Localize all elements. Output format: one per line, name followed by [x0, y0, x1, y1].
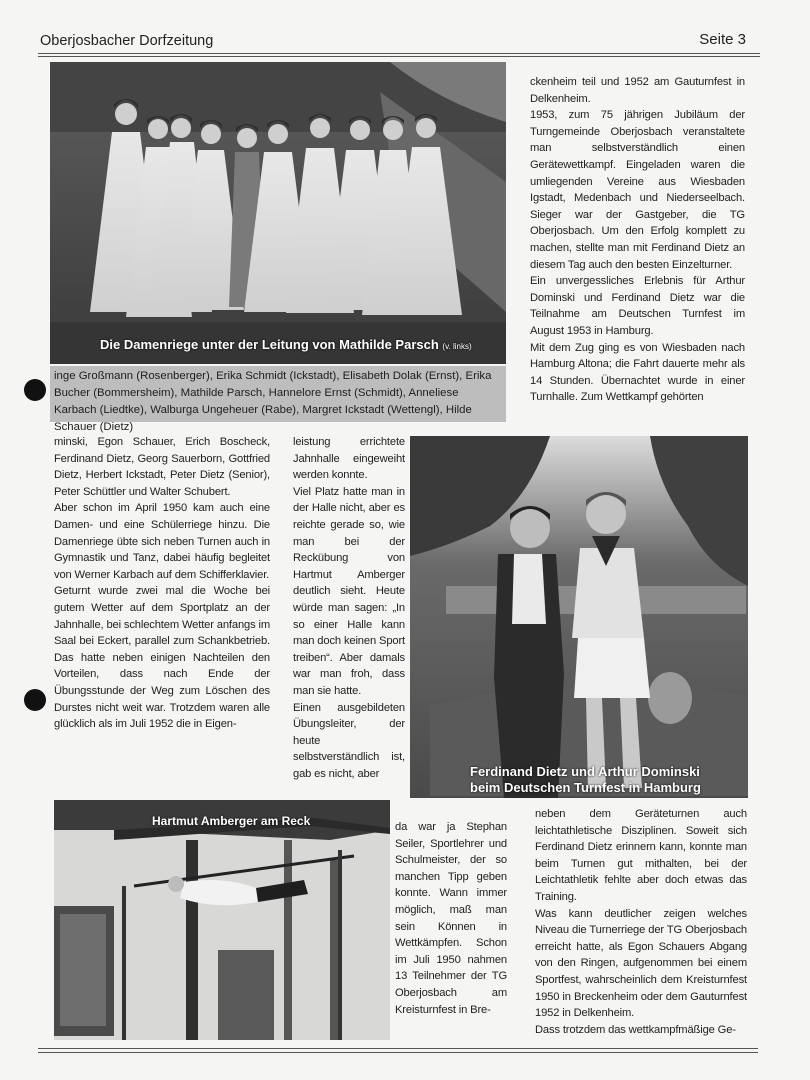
- paragraph: Geturnt wurde zwei mal die Woche bei gutem Wetter auf dem Sportplatz an der Jahnhalle, bei schlechtem Wetter anfangs im Saal bei Eckert, parallel zum Schankbetrieb. Das hatte neben einigen Nachteilen den Vorteilen, dass nach Ende der Übungsstunde der Weg zum Löschen des Durstes nicht weit war. Trotzdem waren alle glücklich als im Juli 1952 die in Eigen-: [54, 585, 270, 731]
- article-column-right-bottom: [535, 806, 747, 1038]
- header-rule-2: [38, 56, 760, 57]
- photo-amberger-reck: [54, 800, 390, 1040]
- paragraph: neben dem Geräteturnen auch leichtathletische Disziplinen. Soweit sich Ferdinand Dietz erinnern kann, konnte man beim Turnen gut mithalten, bei der Leichtathletik fehlte aber doch etwas das Training.: [535, 808, 747, 903]
- punch-hole-mark: [24, 689, 46, 711]
- paragraph: Viel Platz hatte man in der Halle nicht, aber es reichte gerade so, wie man bei der Reckübung von Hartmut Amberger deutlich sieht. Heute würde man sagen: „In so einer Halle kann man doch keinen Sport treiben“. Aber damals war man froh, dass man sie hatte.: [293, 485, 405, 697]
- caption-main: Die Damenriege unter der Leitung von Mathilde Parsch: [100, 337, 439, 352]
- punch-hole-mark: [24, 379, 46, 401]
- paragraph: da war ja Stephan Seiler, Sportlehrer und Schulmeister, der so manchen Tipp geben konnte. Wann immer möglich, maß man sein Können in Wettkämpfen. Schon im Juli 1950 nahmen 13 Teilnehmer der TG Oberjosbach am Kreisturnfest in Bre-: [395, 821, 507, 1016]
- paragraph: minski, Egon Schauer, Erich Boscheck, Ferdinand Dietz, Georg Sauerborn, Gottfried Dietz, Herbert Ickstadt, Peter Dietz (Senior), Peter Schüttler und Walter Schubert.: [54, 436, 270, 498]
- article-column-right-top: [530, 74, 745, 406]
- article-column-center: [293, 434, 405, 782]
- photo-damenriege-caption: [100, 337, 472, 352]
- page-number: Seite 3: [699, 31, 746, 48]
- paragraph: Mit dem Zug ging es von Wiesbaden nach Hamburg Altona; die Fahrt dauerte mehr als 14 Stunden. Übernachtet wurde in einer Turnhalle. Zum Wettkampf gehörten: [530, 341, 745, 404]
- footer-rule: [38, 1048, 758, 1049]
- photo-dietz-dominski-caption: [470, 764, 701, 796]
- paragraph: leistung errichtete Jahnhalle eingeweiht werden konnte.: [293, 436, 405, 482]
- footer-rule-2: [38, 1052, 758, 1053]
- paragraph: Aber schon im April 1950 kam auch eine Damen- und eine Schülerriege hinzu. Die Damenriege übte sich neben Turnen auch in Gymnastik und Tanz, dabei häufig begleitet von Werner Karbach auf dem Schifferklavier.: [54, 502, 270, 581]
- paragraph: 1953, zum 75 jährigen Jubiläum der Turngemeinde Oberjosbach veranstaltete man selbstverständlich einen Gerätewettkampf. Eingeladen waren die umliegenden Vereine aus Wiesbaden Igstadt, Medenbach und Niederseelbach. Sieger war der Gastgeber, die TG Oberjosbach. Um den Erfolg komplett zu machen, stellte man mit Ferdinand Dietz an diesem Tag auch den besten Einzelturner.: [530, 109, 745, 271]
- paragraph: ckenheim teil und 1952 am Gauturnfest in Delkenheim.: [530, 76, 745, 105]
- photo-damenriege-names: inge Großmann (Rosenberger), Erika Schmidt (Ickstadt), Elisabeth Dolak (Ernst), Erika Bucher (Bommersheim), Mathilde Parsch, Hannelore Ernst (Schmidt), Anneliese Karbach (Liedtke), Walburga Ungeheuer (Rabe), Margret Ickstadt (Wettengl), Hilde Schauer (Dietz): [50, 366, 506, 422]
- photo-damenriege: [50, 62, 506, 364]
- caption-note: (v. links): [442, 342, 472, 351]
- header-rule: [38, 53, 760, 54]
- newspaper-title: Oberjosbacher Dorfzeitung: [40, 33, 214, 49]
- article-column-left: [54, 434, 270, 733]
- paragraph: Ein unvergessliches Erlebnis für Arthur Dominski und Ferdinand Dietz war die Teilnahme am Deutschen Turnfest im August 1953 in Hamburg.: [530, 275, 745, 337]
- caption-line: beim Deutschen Turnfest in Hamburg: [470, 780, 701, 795]
- photo-dietz-dominski: [410, 436, 748, 798]
- caption-line: Ferdinand Dietz und Arthur Dominski: [470, 764, 700, 779]
- paragraph: Was kann deutlicher zeigen welches Niveau die Turnerriege der TG Oberjosbach erreicht hatte, als Egon Schauers Abgang von den Ringen, aufgenommen bei einem Sportfest, wahrscheinlich dem Kreisturnfest 1950 in Breckenheim oder dem Gauturnfest 1952 in Delkenheim.: [535, 907, 747, 1020]
- paragraph: Dass trotzdem das wettkampfmäßige Ge-: [535, 1023, 736, 1036]
- paragraph: Einen ausgebildeten Übungsleiter, der heute selbstverständlich ist, gab es nicht, aber: [293, 701, 405, 780]
- photo-amberger-caption: Hartmut Amberger am Reck: [152, 814, 311, 828]
- article-column-center-bottom: [395, 819, 507, 1018]
